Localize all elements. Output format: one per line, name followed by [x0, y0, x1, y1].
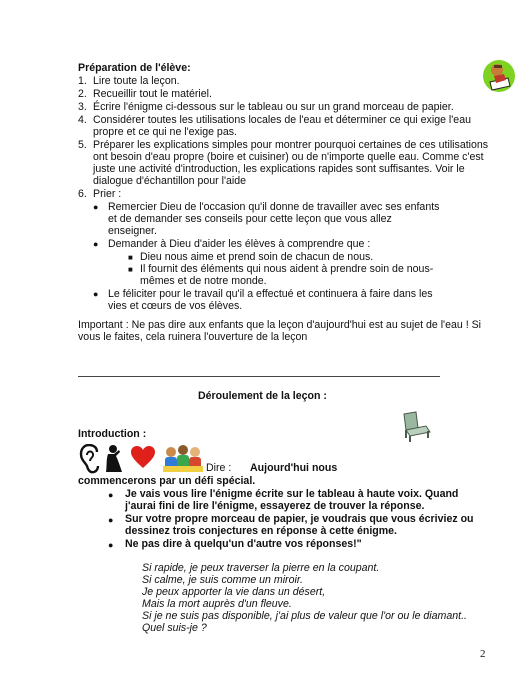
step-text: Recueillir tout le matériel.	[93, 88, 212, 100]
step-text: Écrire l'énigme ci-dessous sur le tableau ou sur un grand morceau de papier.	[93, 101, 454, 113]
step-number: 2.	[78, 88, 87, 100]
instruction-text: dessinez trois conjectures en réponse à cette énigme.	[125, 525, 398, 537]
bullet-text: Remercier Dieu de l'occasion qu'il donne de travailler avec ses enfants	[108, 201, 440, 213]
step-number: 5.	[78, 139, 87, 151]
bullet-icon: ●	[93, 289, 99, 299]
bullet-text: Le féliciter pour le travail qu'il a effectué et continuera à faire dans les	[108, 288, 433, 300]
ear-icon	[79, 444, 103, 474]
chair-icon	[398, 410, 434, 444]
instruction-text: Ne pas dire à quelqu'un d'autre vos réponses!"	[125, 538, 362, 550]
say-label: Dire :	[206, 462, 232, 474]
section-divider	[78, 376, 440, 377]
sub-bullet-icon: ■	[128, 253, 133, 262]
riddle-line: Si rapide, je peux traverser la pierre en la coupant.	[142, 562, 380, 574]
instruction-text: Sur votre propre morceau de papier, je voudrais que vous écriviez ou	[125, 513, 474, 525]
step-text: Préparer les explications simples pour montrer pourquoi certaines de ces utilisations	[93, 139, 489, 151]
step-text: propre et ce qui ne l'exige pas.	[93, 126, 237, 138]
heart-icon	[130, 445, 156, 469]
page-number: 2	[480, 648, 486, 660]
step-text: juste une activité d'introduction, les explications rapides sont suffisantes. Voir le	[93, 163, 465, 175]
step-number: 6.	[78, 188, 87, 200]
introduction-label: Introduction :	[78, 428, 147, 440]
step-text: Lire toute la leçon.	[93, 75, 180, 87]
praying-person-icon	[104, 444, 126, 474]
important-note: vous le faites, cela ruinera l'ouverture de la leçon	[78, 331, 308, 343]
sub-bullet-text: Il fournit des éléments qui nous aident à prendre soin de nous-	[140, 263, 434, 275]
bullet-icon: ●	[108, 515, 114, 525]
instruction-text: j'aurai fini de lire l'énigme, essayerez de trouver la réponse.	[125, 500, 425, 512]
riddle-line: Si calme, je suis comme un miroir.	[142, 574, 303, 586]
riddle-line: Mais la mort auprès d'un fleuve.	[142, 598, 292, 610]
bullet-icon: ●	[93, 202, 99, 212]
sub-bullet-icon: ■	[128, 265, 133, 274]
step-number: 3.	[78, 101, 87, 113]
lesson-heading: Déroulement de la leçon :	[198, 390, 327, 402]
student-reading-icon	[482, 58, 516, 94]
step-text: Considérer toutes les utilisations locales de l'eau et déterminer ce qui exige l'eau	[93, 114, 471, 126]
riddle-line: Je peux apporter la vie dans un désert,	[142, 586, 326, 598]
bullet-text: enseigner.	[108, 225, 157, 237]
bullet-icon: ●	[108, 490, 114, 500]
bullet-icon: ●	[108, 540, 114, 550]
bullet-text: Demander à Dieu d'aider les élèves à comprendre que :	[108, 238, 371, 250]
step-number: 1.	[78, 75, 87, 87]
sub-bullet-text: Dieu nous aime et prend soin de chacun de nous.	[140, 251, 374, 263]
say-text: commencerons par un défi spécial.	[78, 475, 256, 487]
riddle-line: Quel suis-je ?	[142, 622, 207, 634]
step-text: ont besoin d'eau propre (boire et cuisiner) ou de n'importe quelle eau. Comme c'est	[93, 151, 484, 163]
bullet-icon: ●	[93, 239, 99, 249]
preparation-heading: Préparation de l'élève:	[78, 62, 191, 74]
important-note: Important : Ne pas dire aux enfants que la leçon d'aujourd'hui est au sujet de l'eau ! Si	[78, 319, 481, 331]
riddle-line: Si je ne suis pas disponible, j'ai plus de valeur que l'or ou le diamant..	[142, 610, 467, 622]
bullet-text: et de demander ses conseils pour cette leçon que vous allez	[108, 213, 392, 225]
children-group-icon	[162, 444, 204, 474]
say-text: Aujourd'hui nous	[250, 462, 338, 474]
instruction-text: Je vais vous lire l'énigme écrite sur le tableau à haute voix. Quand	[125, 488, 459, 500]
step-number: 4.	[78, 114, 87, 126]
bullet-text: vies et cœurs de vos élèves.	[108, 300, 243, 312]
step-text: dialogue d'échantillon pour l'aide	[93, 175, 247, 187]
step-text: Prier :	[93, 188, 122, 200]
sub-bullet-text: mêmes et de notre monde.	[140, 275, 267, 287]
